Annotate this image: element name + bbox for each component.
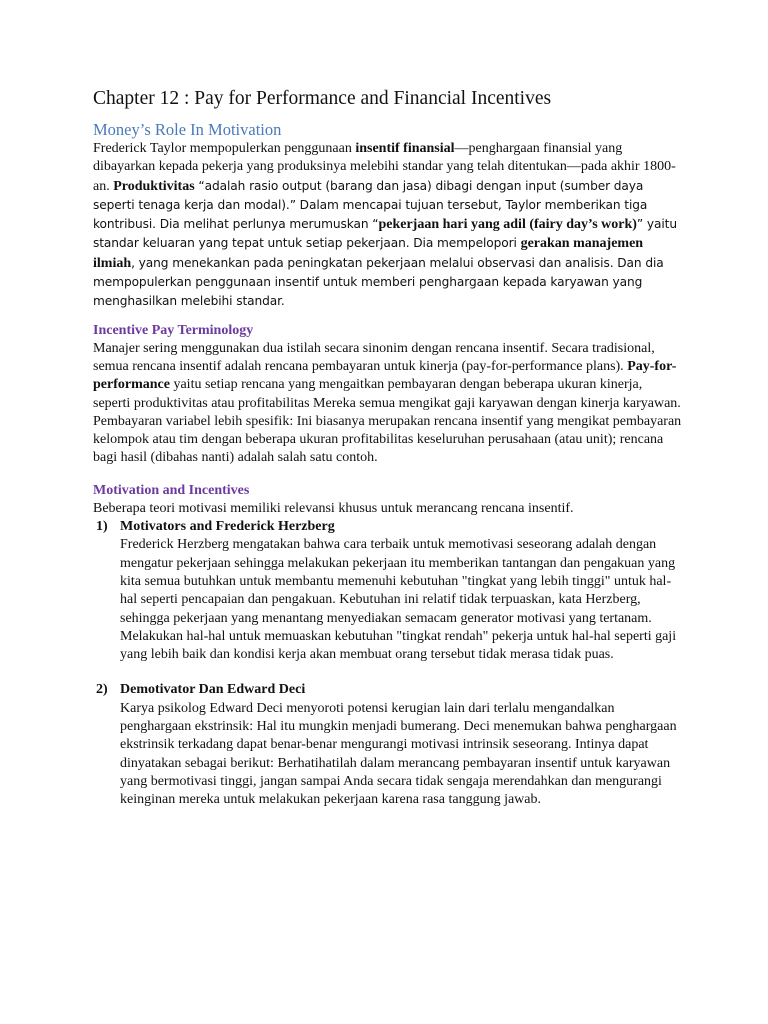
- document-page: [93, 86, 683, 827]
- list-number: 2): [96, 682, 108, 698]
- list-number: 1): [96, 519, 108, 535]
- bold-term-produktivitas: Produktivitas: [113, 178, 195, 194]
- list-item-title: Motivators and Frederick Herzberg: [120, 519, 335, 535]
- section-heading-money-role: Money’s Role In Motivation: [93, 120, 282, 139]
- bold-term-insentif-finansial: insentif finansial: [355, 141, 455, 156]
- text-run-sans: “adalah rasio output (barang dan jasa) dibagi dengan input (sumber daya seperti tenaga kerja dan modal).” Dalam mencapai tujuan tersebut, Taylor memberikan tiga kontribusi. Dia melihat perlunya merumuskan “: [93, 178, 648, 232]
- text-run: Frederick Taylor mempopulerkan penggunaan: [93, 141, 356, 156]
- section-motivation-incentives: [93, 481, 683, 810]
- text-run: yaitu setiap rencana yang mengaitkan pembayaran dengan beberapa ukuran kinerja, seperti produktivitas atau profitabilitas Mereka semua mengikat gaji karyawan dengan kinerja karyawan. Pembayaran variabel lebih spesifik: Ini biasanya merupakan rencana insentif yang mengikat pembayaran kelompok atau tim dengan beberapa ukuran profitabilitas keseluruhan perusahaan (atau unit); rencana bagi hasil (dibahas nanti) adalah salah satu contoh.: [93, 377, 682, 466]
- list-item-title: Demotivator Dan Edward Deci: [120, 682, 306, 698]
- bold-term-manajemen-ilmiah: gerakan manajemen ilmiah: [93, 236, 644, 271]
- text-run-sans: ” yaitu standar keluaran yang tepat untuk setiap pekerjaan. Dia mempelopori: [93, 217, 677, 251]
- bold-term-fair-days-work: pekerjaan hari yang adil (fairy day’s work): [378, 217, 637, 233]
- list-item-text: Karya psikolog Edward Deci menyoroti potensi kerugian lain dari terlalu mengandalkan penghargaan ekstrinsik: Hal itu mungkin menjadi bumerang. Deci menemukan bahwa penghargaan ekstrinsik terkadang dapat benar-benar mengurangi motivasi intrinsik seseorang. Intinya dapat dinyatakan sebagai berikut: Berhatihatilah dalam merancang pembayaran insentif untuk karyawan yang bermotivasi tinggi, jangan sampai Anda secara tidak sengaja merendahkan dan mengurangi keinginan mereka untuk melakukan pekerjaan karena rasa tanggung jawab.: [120, 700, 677, 808]
- paragraph-incentive-terminology: [93, 340, 683, 468]
- text-run-sans: , yang menekankan pada peningkatan pekerjaan melalui observasi dan analisis. Dan dia mempopulerkan penggunaan insentif untuk memberi penghargaan kepada karyawan yang menghasilkan melebihi standar.: [93, 255, 664, 309]
- text-run: —penghargaan finansial yang dibayarkan kepada pekerja yang produksinya melebihi standar yang telah ditentukan—pada akhir 1800-an.: [93, 141, 676, 194]
- list-item-text: Frederick Herzberg mengatakan bahwa cara terbaik untuk memotivasi seseorang adalah dengan mengatur pekerjaan sehingga melakukan pekerjaan itu memberikan tantangan dan pengakuan yang kita semua butuhkan untuk membantu memenuhi kebutuhan "tingkat yang lebih tinggi" untuk hal-hal seperti pencapaian dan pengakuan. Kebutuhan ini relatif tidak terpuaskan, kata Herzberg, sehingga pekerjaan yang menantang menyediakan semacam generator motivasi yang tertanam. Melakukan hal-hal untuk memuaskan kebutuhan "tingkat rendah" pekerja untuk hal-hal seperti gaji yang lebih baik dan kondisi kerja akan membuat orang tersebut tidak merasa tidak puas.: [120, 537, 677, 663]
- paragraph-money-role: [93, 140, 683, 312]
- chapter-title: Chapter 12 : Pay for Performance and Financial Incentives: [93, 88, 552, 109]
- section-money-role: [93, 120, 683, 312]
- list-item: [93, 681, 683, 809]
- section-heading-incentive-terminology: Incentive Pay Terminology: [93, 322, 254, 338]
- paragraph-motivation-intro: Beberapa teori motivasi memiliki relevansi khusus untuk merancang rencana insentif.: [93, 500, 574, 516]
- section-heading-motivation-incentives: Motivation and Incentives: [93, 482, 250, 498]
- bold-term-pay-for-performance: Pay-for-performance: [93, 358, 677, 393]
- section-incentive-terminology: [93, 321, 683, 468]
- text-run: Manajer sering menggunakan dua istilah secara sinonim dengan rencana insentif. Secara tradisional, semua rencana insentif adalah rencana pembayaran untuk kinerja (pay-for-performance plans).: [93, 340, 655, 374]
- list-item: [93, 518, 683, 664]
